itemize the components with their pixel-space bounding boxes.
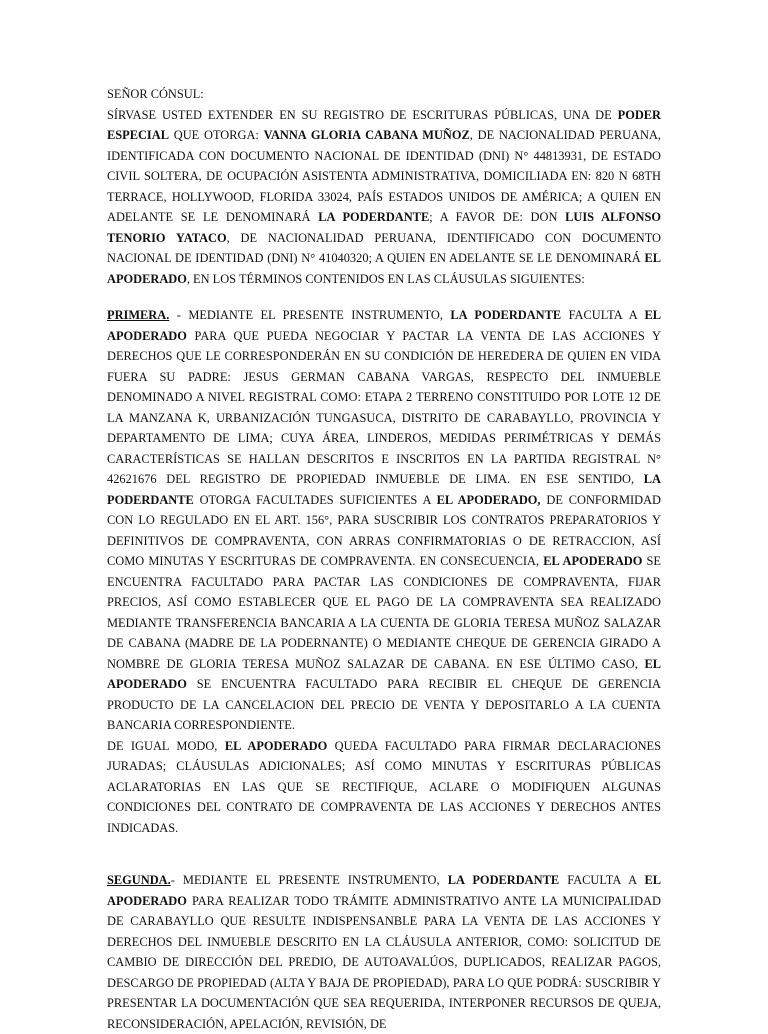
text-run: EL APODERADO, <box>436 492 541 507</box>
text-run: SE ENCUENTRA FACULTADO PARA PACTAR LAS CONDICIONES DE COMPRAVENTA, FIJAR PRECIOS, ASÍ COMO ESTABLECER QUE EL PAGO DE LA COMPRAVENTA SEA REALIZADO MEDIANTE TRANSFERENCIA BANCARIA A LA CUENTA DE GLORIA TERESA MUÑOZ SALAZAR DE CABANA (MADRE DE LA PODERNANTE) O MEDIANTE CHEQUE DE GERENCIA GIRADO A NOMBRE DE GLORIA TERESA MUÑOZ SALAZAR DE CABANA. EN ESE ÚLTIMO CASO, <box>107 554 661 671</box>
text-run: VANNA GLORIA CABANA MUÑOZ <box>263 128 470 142</box>
text-run: LA PODERDANTE <box>107 472 661 507</box>
text-run: EL APODERADO <box>107 656 661 691</box>
text-run: - MEDIANTE EL PRESENTE INSTRUMENTO, <box>170 873 448 887</box>
text-run: PODER ESPECIAL <box>107 107 661 142</box>
clause-primera-continuation <box>107 736 661 839</box>
text-run: EL APODERADO <box>543 554 643 568</box>
text-run: SE ENCUENTRA FACULTADO PARA RECIBIR EL CHEQUE DE GERENCIA PRODUCTO DE LA CANCELACION DEL PRECIO DE VENTA Y DEPOSITARLO A LA CUENTA BANCARIA CORRESPONDIENTE. <box>107 677 661 732</box>
text-run: PARA QUE PUEDA NEGOCIAR Y PACTAR LA VENTA DE LAS ACCIONES Y DERECHOS QUE LE CORRESPONDERÁN EN SU CONDICIÓN DE HEREDERA DE QUIEN EN VIDA FUERA SU PADRE: JESUS GERMAN CABANA VARGAS, RESPECTO DEL INMUEBLE DENOMINADO A NIVEL REGISTRAL COMO: ETAPA 2 TERRENO CONSTITUIDO POR LOTE 12 DE LA MANZANA K, URBANIZACIÓN TUNGASUCA, DISTRITO DE CARABAYLLO, PROVINCIA Y DEPARTAMENTO DE LIMA; CUYA ÁREA, LINDEROS, MEDIDAS PERIMÉTRICAS Y DEMÁS CARACTERÍSTICAS SE HALLAN DESCRITOS E INSCRITOS EN LA PARTIDA REGISTRAL N° 42621676 DEL REGISTRO DE PROPIEDAD INMUEBLE DE LIMA. EN ESE SENTIDO, <box>107 328 661 486</box>
text-run: SEGUNDA. <box>107 873 171 887</box>
text-run: EL APODERADO <box>107 308 661 343</box>
text-run: EL APODERADO <box>224 738 328 753</box>
text-run: EL APODERADO <box>107 873 661 908</box>
text-run: LUIS ALFONSO TENORIO YATACO <box>107 210 661 245</box>
text-run: ; A FAVOR DE: DON <box>429 210 566 224</box>
text-run: LA PODERDANTE <box>318 210 430 224</box>
text-run: FACULTA A <box>561 308 645 322</box>
text-run: , EN LOS TÉRMINOS CONTENIDOS EN LAS CLÁUSULAS SIGUIENTES: <box>186 271 585 286</box>
text-run: EL APODERADO <box>107 251 661 286</box>
text-run: QUEDA FACULTADO PARA FIRMAR DECLARACIONES JURADAS; CLÁUSULAS ADICIONALES; ASÍ COMO MINUTAS Y ESCRITURAS PÚBLICAS ACLARATORIAS EN LAS QUE SE RECTIFIQUE, ACLARE O MODIFIQUEN ALGUNAS CONDICIONES DEL CONTRATO DE COMPRAVENTA DE LAS ACCIONES Y DERECHOS ANTES INDICADAS. <box>107 738 661 835</box>
text-run: PARA REALIZAR TODO TRÁMITE ADMINISTRATIVO ANTE LA MUNICIPALIDAD DE CARABAYLLO QUE RESULTE INDISPENSANBLE PARA LA VENTA DE LAS ACCIONES Y DERECHOS DEL INMUEBLE DESCRITO EN LA CLÁUSULA ANTERIOR, COMO: SOLICITUD DE CAMBIO DE DIRECCIÓN DEL PREDIO, DE AUTOAVALÚOS, DUPLICADOS, REALIZAR PAGOS, DESCARGO DE PROPIEDAD (ALTA Y BAJA DE PROPIEDAD), PARA LO QUE PODRÁ: SUSCRIBIR Y PRESENTAR LA DOCUMENTACIÓN QUE SEA REQUERIDA, INTERPONER RECURSOS DE QUEJA, RECONSIDERACIÓN, APELACIÓN, REVISIÓN, DE <box>107 893 661 1031</box>
text-run: , DE NACIONALIDAD PERUANA, IDENTIFICADA CON DOCUMENTO NACIONAL DE IDENTIDAD (DNI) N° 44813931, DE ESTADO CIVIL SOLTERA, DE OCUPACIÓN ASISTENTA ADMINISTRATIVA, DOMICILIADA EN: 820 N 68TH TERRACE, HOLLYWOOD, FLORIDA 33024, PAÍS ESTADOS UNIDOS DE AMÉRICA; A QUIEN EN ADELANTE SE LE DENOMINARÁ <box>107 128 661 224</box>
text-run: PRIMERA. <box>107 308 170 322</box>
clause-segunda <box>107 870 661 1034</box>
text-run: LA PODERDANTE <box>450 308 562 322</box>
clause-primera <box>107 305 661 736</box>
salutation: SEÑOR CÓNSUL: <box>107 87 204 101</box>
text-run: SÍRVASE USTED EXTENDER EN SU REGISTRO DE ESCRITURAS PÚBLICAS, UNA DE <box>107 107 618 122</box>
intro-paragraph <box>107 105 661 290</box>
text-run: LA PODERDANTE <box>447 873 560 887</box>
text-run: DE IGUAL MODO, <box>107 738 225 753</box>
text-run: - MEDIANTE EL PRESENTE INSTRUMENTO, <box>169 308 451 322</box>
text-run: OTORGA FACULTADES SUFICIENTES A <box>193 492 437 507</box>
text-run: , DE NACIONALIDAD PERUANA, IDENTIFICADO CON DOCUMENTO NACIONAL DE IDENTIDAD (DNI) N° 41040320; A QUIEN EN ADELANTE SE LE DENOMINARÁ <box>107 230 661 265</box>
document-page <box>107 84 661 1034</box>
text-run: FACULTA A <box>559 873 645 887</box>
text-run: QUE OTORGA: <box>168 128 264 142</box>
text-run: DE CONFORMIDAD CON LO REGULADO EN EL ART. 156°, PARA SUSCRIBIR LOS CONTRATOS PREPARATORIOS Y DEFINITIVOS DE COMPRAVENTA, CON ARRAS CONFIRMATORIAS O DE RETRACCION, ASÍ COMO MINUTAS Y ESCRITURAS DE COMPRAVENTA. EN CONSECUENCIA, <box>107 492 661 568</box>
